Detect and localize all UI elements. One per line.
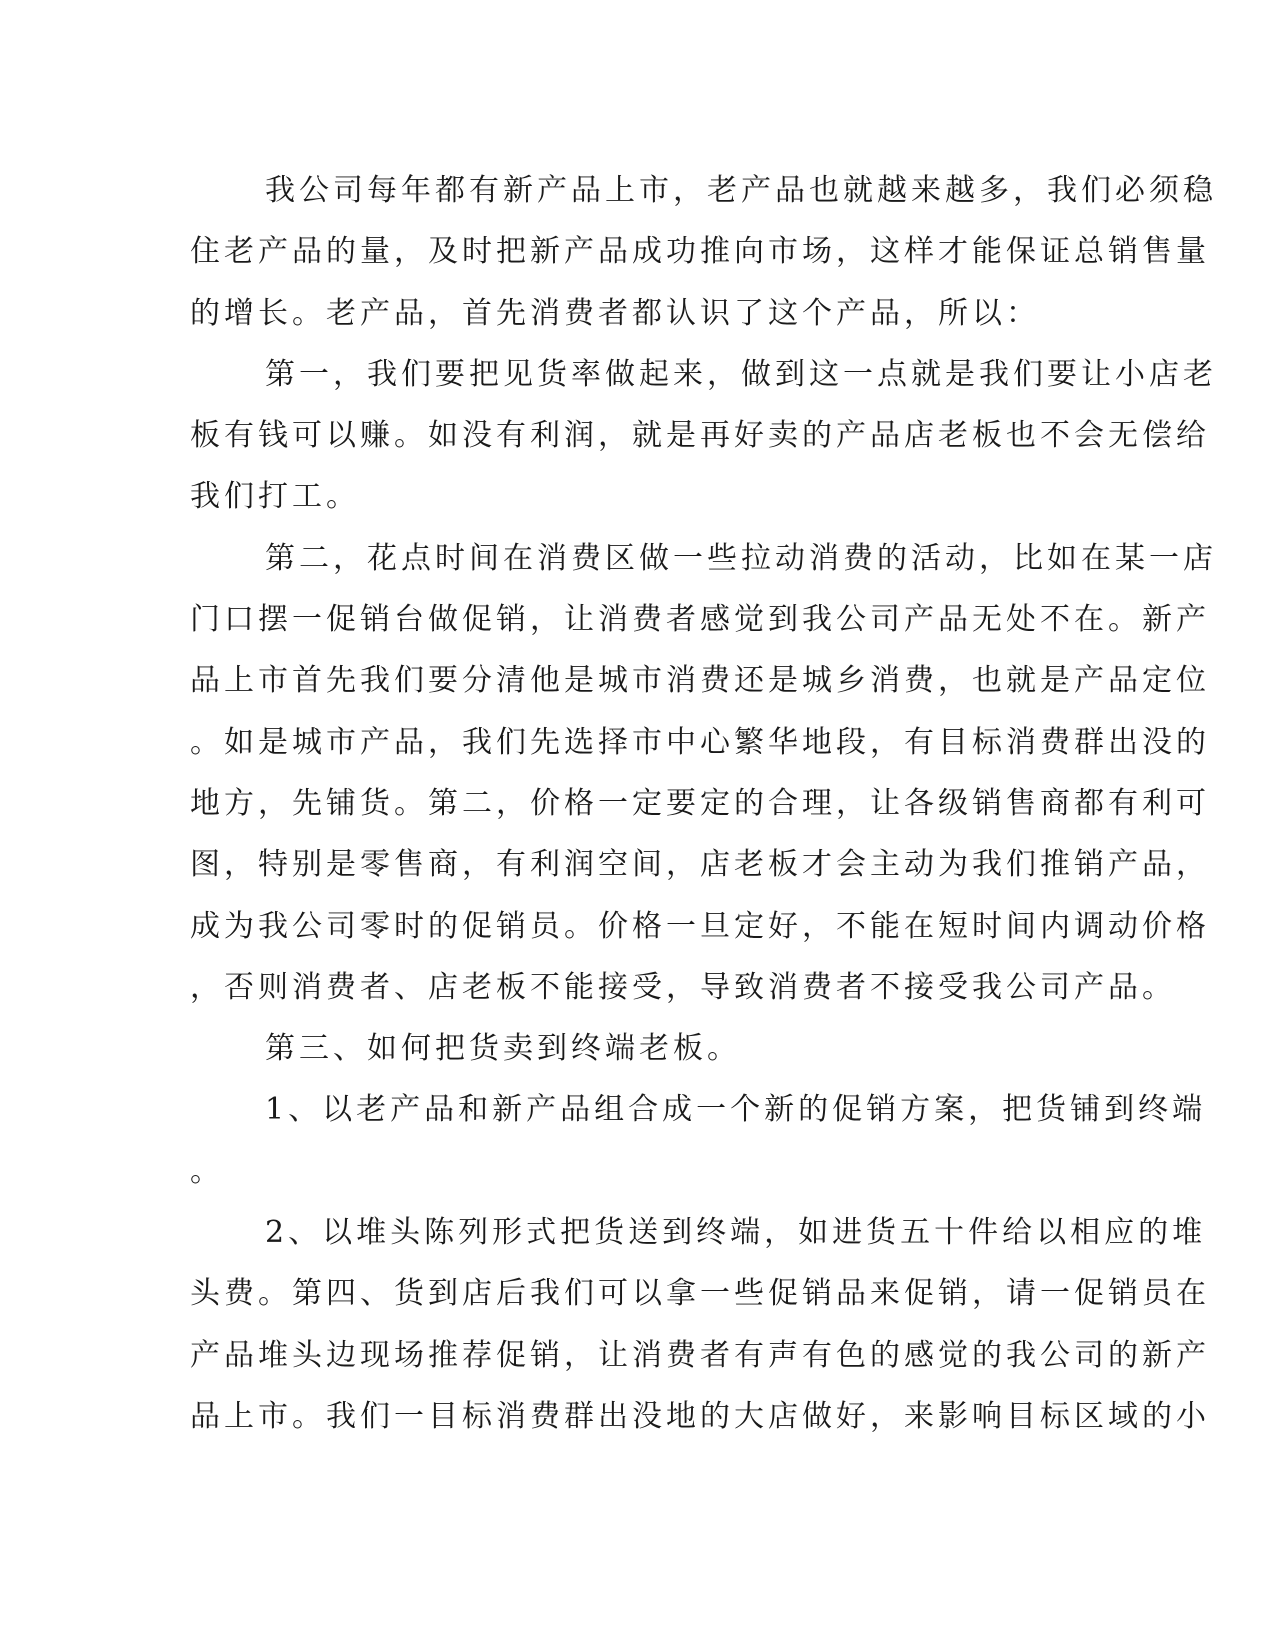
text-line: 的增长。老产品，首先消费者都认识了这个产品，所以： <box>190 295 1040 331</box>
text-line: 门口摆一促销台做促销，让消费者感觉到我公司产品无处不在。新产 <box>190 602 1210 638</box>
text-line: 成为我公司零时的促销员。价格一旦定好，不能在短时间内调动价格 <box>190 908 1210 944</box>
text-line: 。如是城市产品，我们先选择市中心繁华地段，有目标消费群出没的 <box>190 724 1210 760</box>
text-line: 品上市首先我们要分清他是城市消费还是城乡消费，也就是产品定位 <box>190 663 1210 699</box>
text-line: 品上市。我们一目标消费群出没地的大店做好，来影响目标区域的小 <box>190 1398 1210 1434</box>
text-line: 第一，我们要把见货率做起来，做到这一点就是我们要让小店老 <box>265 356 1217 392</box>
text-line: 2、以堆头陈列形式把货送到终端，如进货五十件给以相应的堆 <box>265 1215 1207 1251</box>
text-line: 。 <box>190 1153 224 1189</box>
text-line: 头费。第四、货到店后我们可以拿一些促销品来促销，请一促销员在 <box>190 1276 1210 1312</box>
text-line: 第三、如何把货卖到终端老板。 <box>265 1031 741 1067</box>
text-line: 第二，花点时间在消费区做一些拉动消费的活动，比如在某一店 <box>265 540 1217 576</box>
text-line: 板有钱可以赚。如没有利润，就是再好卖的产品店老板也不会无偿给 <box>190 418 1210 454</box>
text-line: 我们打工。 <box>190 479 360 515</box>
text-line: 产品堆头边现场推荐促销，让消费者有声有色的感觉的我公司的新产 <box>190 1337 1210 1373</box>
text-line: 1、以老产品和新产品组合成一个新的促销方案，把货铺到终端 <box>265 1092 1207 1128</box>
text-line: 图，特别是零售商，有利润空间，店老板才会主动为我们推销产品， <box>190 847 1210 883</box>
text-line: 我公司每年都有新产品上市，老产品也就越来越多，我们必须稳 <box>265 173 1217 208</box>
text-line: ，否则消费者、店老板不能接受，导致消费者不接受我公司产品。 <box>190 969 1176 1005</box>
body-text <box>190 160 1217 1447</box>
text-line: 住老产品的量，及时把新产品成功推向市场，这样才能保证总销售量 <box>190 234 1210 270</box>
text-line: 地方，先铺货。第二，价格一定要定的合理，让各级销售商都有利可 <box>190 785 1210 821</box>
